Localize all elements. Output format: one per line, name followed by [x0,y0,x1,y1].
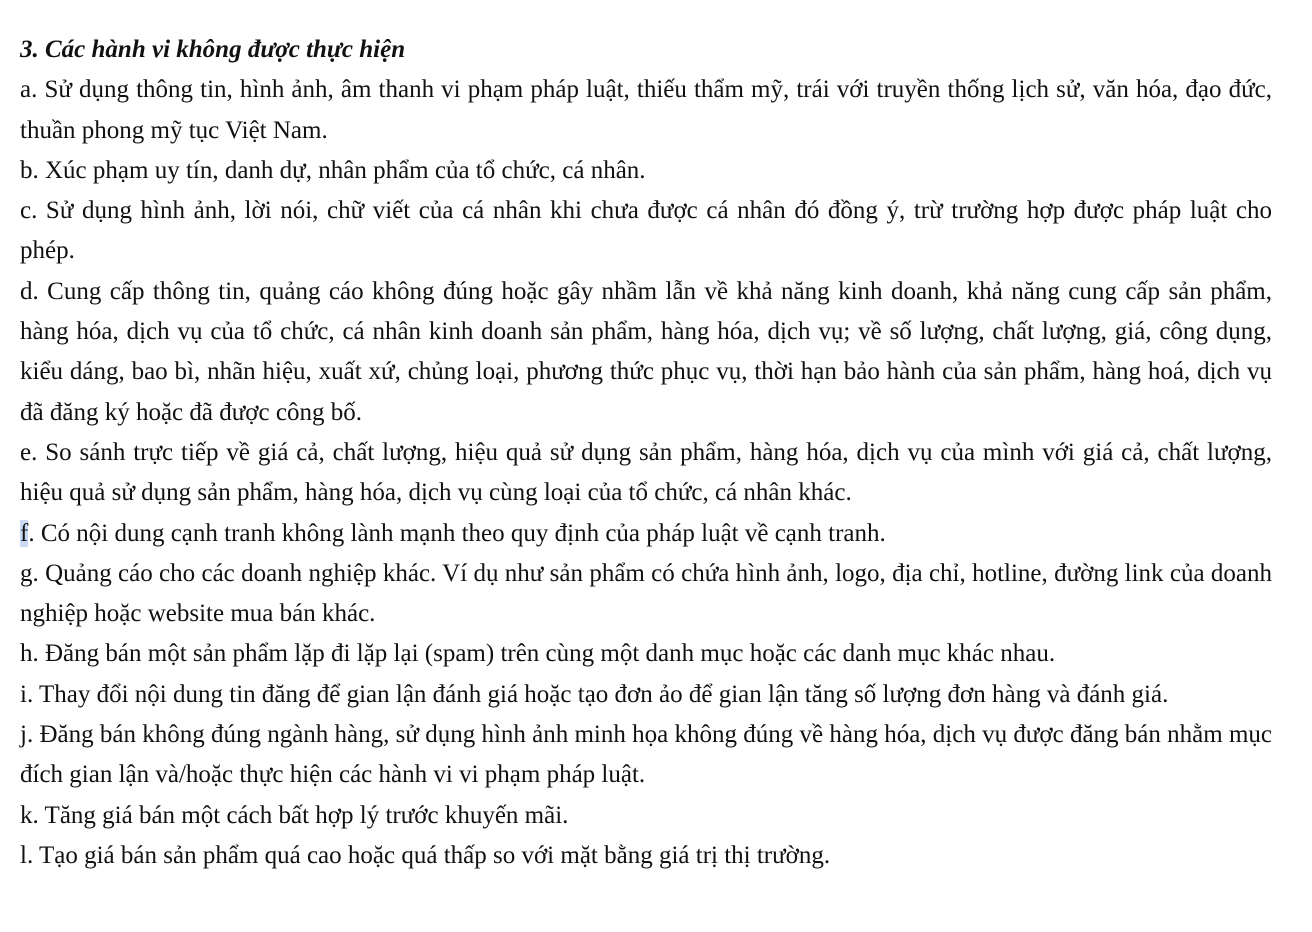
list-item-c: c. Sử dụng hình ảnh, lời nói, chữ viết của cá nhân khi chưa được cá nhân đó đồng ý, trừ trường hợp được pháp luật cho phép. [20,197,1272,265]
section-heading: 3. Các hành vi không được thực hiện [20,36,406,63]
list-item-b: b. Xúc phạm uy tín, danh dự, nhân phẩm của tổ chức, cá nhân. [20,156,646,184]
list-item-i: i. Thay đổi nội dung tin đăng để gian lận đánh giá hoặc tạo đơn ảo để gian lận tăng số lượng đơn hàng và đánh giá. [20,680,1169,708]
list-item-e: e. So sánh trực tiếp về giá cả, chất lượng, hiệu quả sử dụng sản phẩm, hàng hóa, dịch vụ của mình với giá cả, chất lượng, hiệu quả sử dụng sản phẩm, hàng hóa, dịch vụ cùng loại của tổ chức, cá nhân khác. [20,438,1272,507]
list-item-j: j. Đăng bán không đúng ngành hàng, sử dụng hình ảnh minh họa không đúng về hàng hóa, dịch vụ được đăng bán nhằm mục đích gian lận và/hoặc thực hiện các hành vi vi phạm pháp luật. [20,721,1272,789]
list-item-f-text: . Có nội dung cạnh tranh không lành mạnh theo quy định của pháp luật về cạnh tranh. [28,519,886,547]
list-item-a: a. Sử dụng thông tin, hình ảnh, âm thanh vi phạm pháp luật, thiếu thẩm mỹ, trái với truyền thống lịch sử, văn hóa, đạo đức, thuần phong mỹ tục Việt Nam. [20,76,1272,144]
list-item-l: l. Tạo giá bán sản phẩm quá cao hoặc quá thấp so với mặt bằng giá trị thị trường. [20,841,831,869]
document-body [20,30,1272,876]
list-item-k: k. Tăng giá bán một cách bất hợp lý trước khuyến mãi. [20,801,569,829]
list-item-g: g. Quảng cáo cho các doanh nghiệp khác. Ví dụ như sản phẩm có chứa hình ảnh, logo, địa chỉ, hotline, đường link của doanh nghiệp hoặc website mua bán khác. [20,559,1272,628]
list-item-h: h. Đăng bán một sản phẩm lặp đi lặp lại (spam) trên cùng một danh mục hoặc các danh mục khác nhau. [20,640,1056,668]
text-selection-highlight[interactable]: f [20,519,29,547]
list-item-d: d. Cung cấp thông tin, quảng cáo không đúng hoặc gây nhầm lẫn về khả năng kinh doanh, khả năng cung cấp sản phẩm, hàng hóa, dịch vụ của tổ chức, cá nhân kinh doanh sản phẩm, hàng hóa, dịch vụ; về số lượng, chất lượng, giá, công dụng, kiểu dáng, bao bì, nhãn hiệu, xuất xứ, chủng loại, phương thức phục vụ, thời hạn bảo hành của sản phẩm, hàng hoá, dịch vụ đã đăng ký hoặc đã được công bố. [20,277,1272,426]
list-item-f [20,514,1272,554]
